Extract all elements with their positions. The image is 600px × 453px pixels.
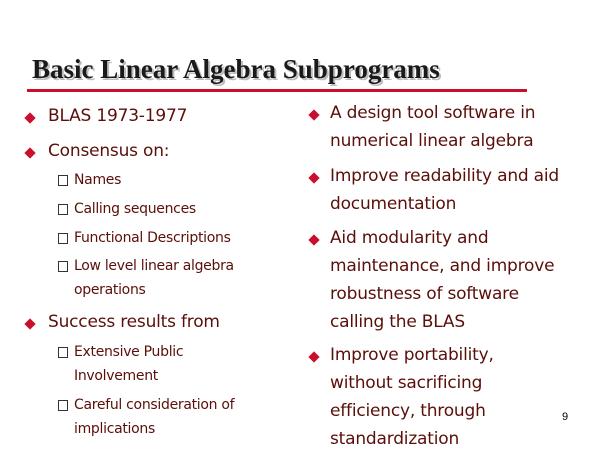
checkbox-icon	[58, 261, 68, 272]
diamond-bullet-icon	[308, 351, 319, 362]
slide-title: Basic Linear Algebra Subprograms	[32, 54, 440, 84]
right-bullet-modularity-line1: Aid modularity and	[330, 228, 489, 248]
right-bullet-readability-line1: Improve readability and aid	[330, 166, 560, 186]
right-bullet-design-tool-line1: A design tool software in	[330, 103, 536, 123]
right-bullet-readability-line2: documentation	[330, 194, 457, 214]
diamond-bullet-icon	[24, 112, 35, 123]
page-number: 9	[562, 411, 569, 423]
checkbox-icon	[58, 347, 68, 358]
left-bullet-consensus: Consensus on:	[48, 141, 170, 161]
right-bullet-portability-line3: efficiency, through	[330, 401, 486, 421]
diamond-bullet-icon	[308, 234, 319, 245]
right-bullet-portability-line2: without sacrificing	[330, 373, 483, 393]
diamond-bullet-icon	[24, 147, 35, 158]
right-bullet-portability-line4: standardization	[330, 429, 460, 449]
left-bullet-blas-dates: BLAS 1973-1977	[48, 106, 188, 126]
diamond-bullet-icon	[308, 109, 319, 120]
diamond-bullet-icon	[308, 172, 319, 183]
sub-bullet-careful-line1: Careful consideration of	[74, 397, 235, 413]
checkbox-icon	[58, 233, 68, 244]
checkbox-icon	[58, 400, 68, 411]
diamond-bullet-icon	[24, 318, 35, 329]
sub-bullet-low-level-line2: operations	[74, 282, 146, 298]
checkbox-icon	[58, 204, 68, 215]
left-bullet-success: Success results from	[48, 312, 220, 332]
checkbox-icon	[58, 175, 68, 186]
sub-bullet-public-line2: Involvement	[74, 368, 158, 384]
sub-bullet-calling-sequences: Calling sequences	[74, 201, 196, 217]
right-bullet-modularity-line3: robustness of software	[330, 284, 519, 304]
sub-bullet-functional-descriptions: Functional Descriptions	[74, 230, 231, 246]
sub-bullet-careful-line2: implications	[74, 421, 155, 437]
sub-bullet-public-line1: Extensive Public	[74, 344, 184, 360]
right-bullet-modularity-line2: maintenance, and improve	[330, 256, 555, 276]
title-underline	[27, 89, 527, 92]
sub-bullet-low-level-line1: Low level linear algebra	[74, 258, 234, 274]
right-bullet-design-tool-line2: numerical linear algebra	[330, 131, 534, 151]
right-bullet-modularity-line4: calling the BLAS	[330, 312, 465, 332]
right-bullet-portability-line1: Improve portability,	[330, 345, 494, 365]
sub-bullet-names: Names	[74, 172, 122, 188]
